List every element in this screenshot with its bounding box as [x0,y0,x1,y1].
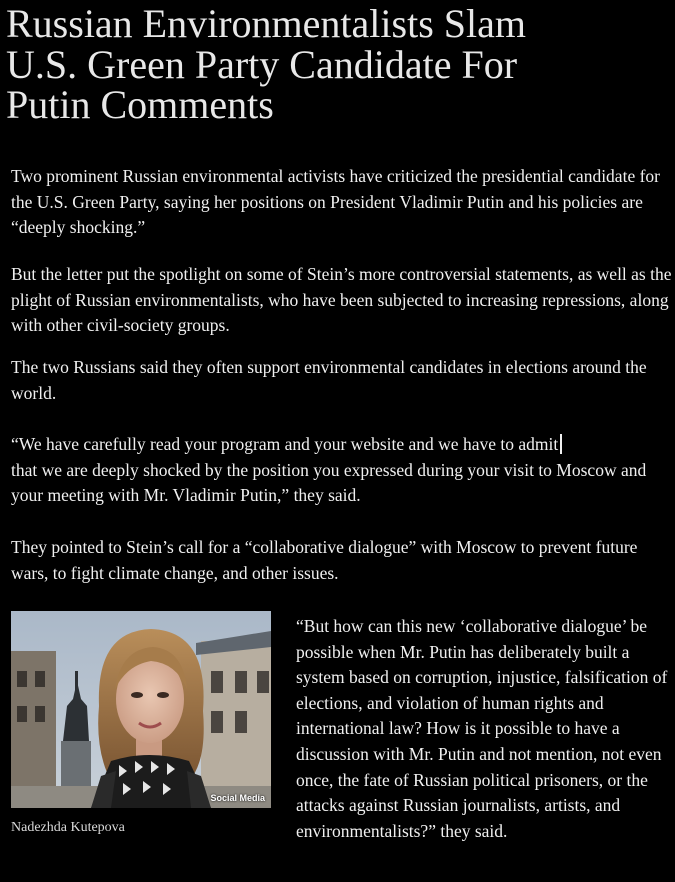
headline-line-3: Putin Comments [6,82,274,127]
paragraph-letter-spotlight: But the letter put the spotlight on some of Stein’s more controversial statements, as well as the plight of Russian environmentalists, who have been subjected to increasing repressions, along with other civil-society groups. [11,264,672,335]
headline-line-1: Russian Environmentalists Slam [6,1,526,46]
portrait-illustration [11,611,271,808]
portrait-photo [11,611,271,808]
paragraph-deeply-shocked-quote [11,432,675,509]
paragraph-intro: Two prominent Russian environmental activists have criticized the presidential candidate for the U.S. Green Party, saying her positions on President Vladimir Putin and his policies are “deeply shocking.” [11,166,660,237]
text-cursor [560,434,562,454]
paragraph-support-candidates: The two Russians said they often support environmental candidates in elections around the world. [11,357,647,403]
article-headline [6,1,670,127]
photo-credit: Social Media [210,793,265,803]
paragraph-activists-quote: “But how can this new ‘collaborative dialogue’ be possible when Mr. Putin has deliberately built a system based on corruption, injustice, falsification of elections, and violation of human rights and international law? How is it possible to have a discussion with Mr. Putin and not mention, not even once, the fate of Russian political prisoners, or the attacks against Russian journalists, artists, and environmentalists?” they said. [296,616,668,841]
paragraph-quote-rest: that we are deeply shocked by the position you expressed during your visit to Moscow and your meeting with Mr. Vladimir Putin,” they said. [11,459,647,505]
paragraph-quote-line-1: “We have carefully read your program and your website and we have to admit [11,434,559,454]
photo-caption: Nadezhda Kutepova [11,820,125,835]
headline-line-2: U.S. Green Party Candidate For [6,41,518,87]
paragraph-collaborative-dialogue: They pointed to Stein’s call for a “collaborative dialogue” with Moscow to prevent future wars, to fight climate change, and other issues. [11,537,638,583]
